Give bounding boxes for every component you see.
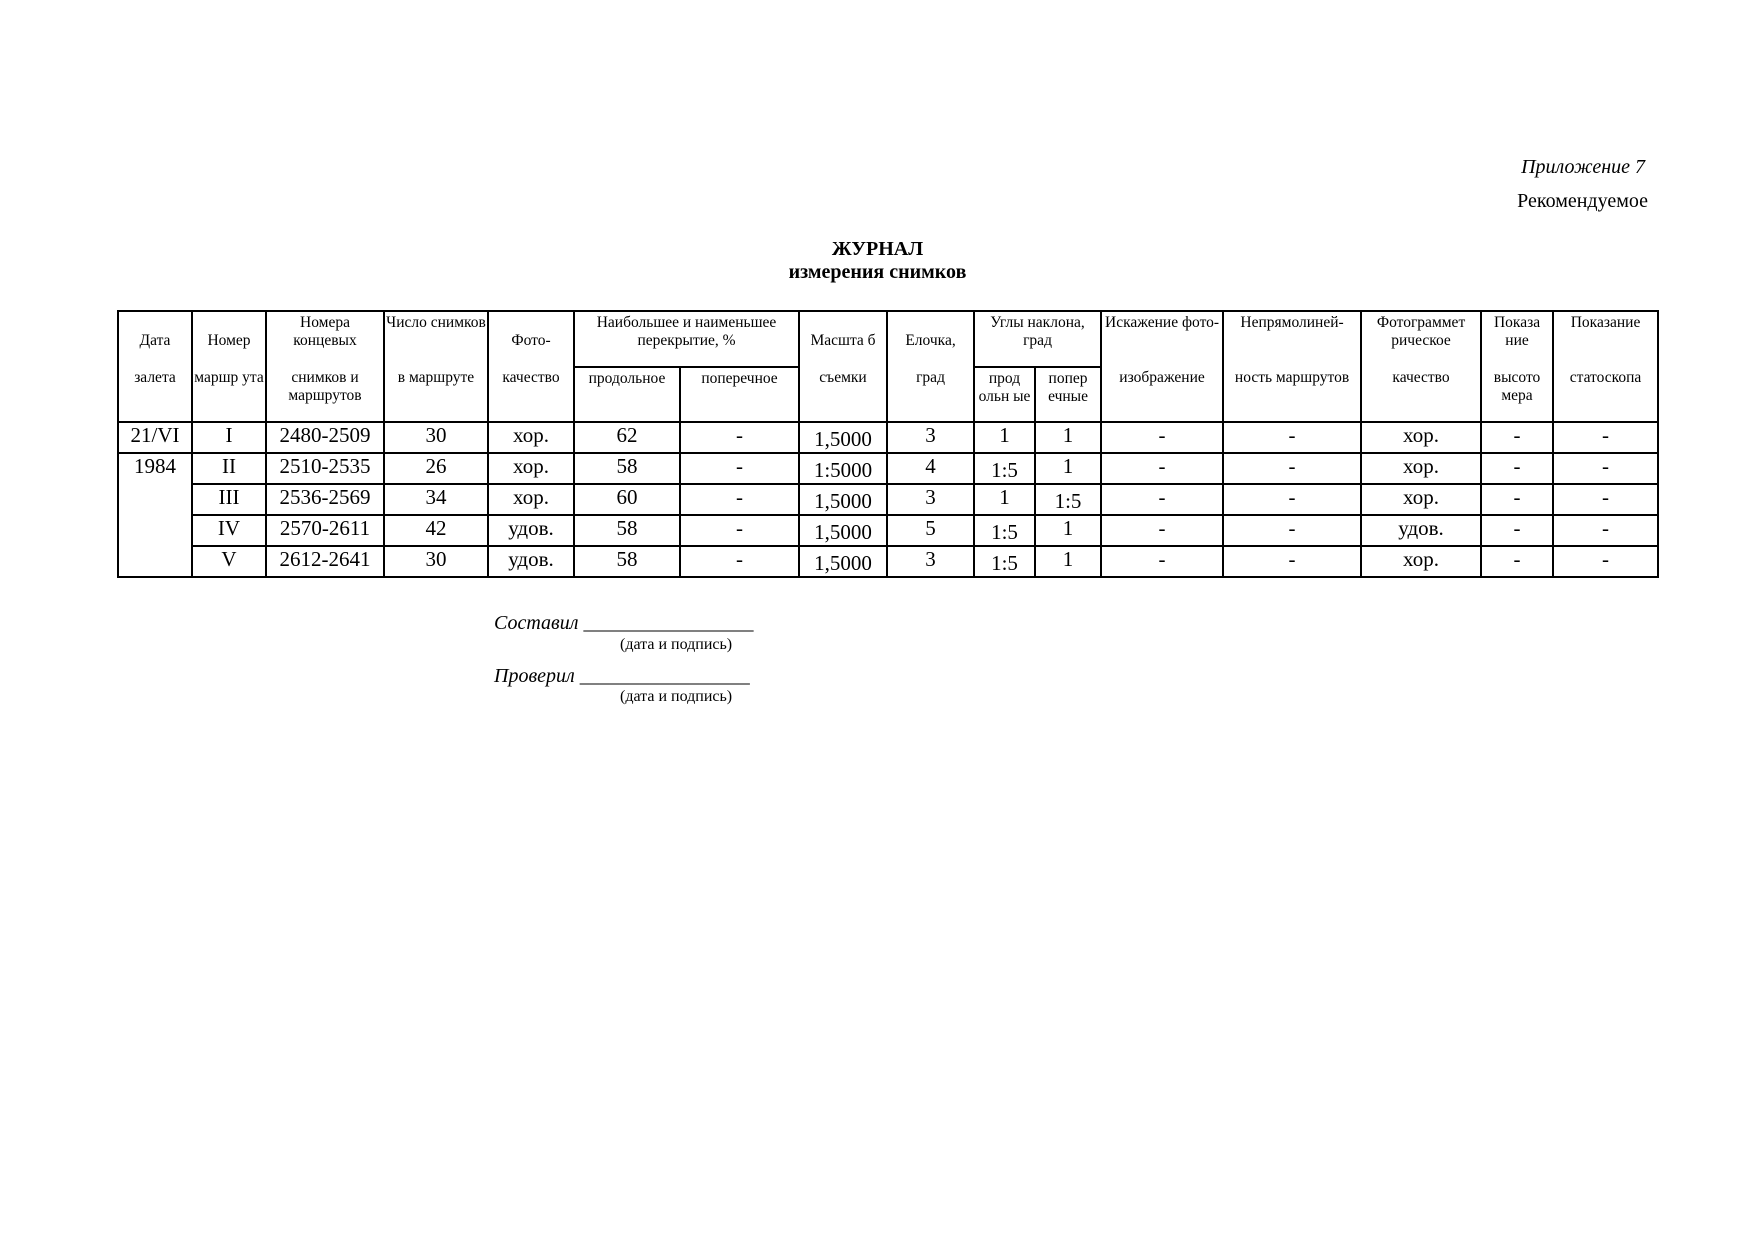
herring-cell: 3	[887, 546, 974, 577]
header-date: Дата	[118, 311, 192, 367]
header-route: Номер	[192, 311, 266, 367]
count-cell: 42	[384, 515, 488, 546]
overlap-cross-cell: -	[680, 422, 799, 453]
count-cell: 30	[384, 422, 488, 453]
photo-cell: хор.	[488, 484, 574, 515]
checked-label: Проверил	[494, 665, 575, 687]
header-herring: Елочка,	[887, 311, 974, 367]
photogram-cell: хор.	[1361, 422, 1481, 453]
header-scale-2: съемки	[799, 367, 887, 422]
scale-cell: 1,5000	[799, 515, 887, 546]
tilt-cross-cell: 1	[1035, 422, 1101, 453]
checked-line: _________________	[579, 665, 750, 687]
statoscope-cell: -	[1553, 422, 1658, 453]
header-photo: Фото-	[488, 311, 574, 367]
tilt-long-cell: 1:5	[974, 546, 1035, 577]
compiled-note: (дата и подпись)	[620, 636, 733, 653]
photo-cell: удов.	[488, 515, 574, 546]
overlap-cross-cell: -	[680, 515, 799, 546]
overlap-long-cell: 58	[574, 546, 680, 577]
table-row	[118, 453, 1658, 484]
herring-cell: 3	[887, 484, 974, 515]
scale-cell: 1,5000	[799, 546, 887, 577]
frames-cell: 2510-2535	[266, 453, 384, 484]
nonstraight-cell: -	[1223, 422, 1361, 453]
overlap-long-cell: 62	[574, 422, 680, 453]
header-scale: Масшта б	[799, 311, 887, 367]
statoscope-cell: -	[1553, 515, 1658, 546]
tilt-long-cell: 1:5	[974, 453, 1035, 484]
overlap-long-cell: 58	[574, 453, 680, 484]
frames-cell: 2570-2611	[266, 515, 384, 546]
count-cell: 30	[384, 546, 488, 577]
tilt-long-cell: 1	[974, 422, 1035, 453]
compiled-line: _________________	[583, 612, 754, 634]
altimeter-cell: -	[1481, 515, 1553, 546]
header-photogram-2: качество	[1361, 367, 1481, 422]
tilt-long-cell: 1	[974, 484, 1035, 515]
overlap-cross-cell: -	[680, 484, 799, 515]
count-cell: 26	[384, 453, 488, 484]
header-row-1	[118, 311, 1658, 367]
photogram-cell: хор.	[1361, 484, 1481, 515]
header-distortion: Искажение фото-	[1101, 311, 1223, 367]
appendix-label: Приложение 7	[1521, 156, 1645, 178]
header-overlap-long: продольное	[574, 367, 680, 422]
distortion-cell: -	[1101, 453, 1223, 484]
photogram-cell: хор.	[1361, 453, 1481, 484]
compiled-signature	[494, 612, 753, 635]
header-overlap: Наибольшее и наименьшее перекрытие, %	[574, 311, 799, 367]
header-distortion-2: изображение	[1101, 367, 1223, 422]
frames-cell: 2536-2569	[266, 484, 384, 515]
header-count: Число снимков	[384, 311, 488, 367]
scale-cell: 1:5000	[799, 453, 887, 484]
overlap-long-cell: 58	[574, 515, 680, 546]
tilt-cross-cell: 1	[1035, 546, 1101, 577]
photogram-cell: удов.	[1361, 515, 1481, 546]
table-row	[118, 515, 1658, 546]
header-nonstraight: Непрямолиней-	[1223, 311, 1361, 367]
tilt-cross-cell: 1:5	[1035, 484, 1101, 515]
document-title	[0, 238, 1755, 284]
photo-cell: хор.	[488, 453, 574, 484]
header-route-2: маршр ута	[192, 367, 266, 422]
nonstraight-cell: -	[1223, 453, 1361, 484]
altimeter-cell: -	[1481, 484, 1553, 515]
tilt-long-cell: 1:5	[974, 515, 1035, 546]
overlap-cross-cell: -	[680, 453, 799, 484]
header-photo-2: качество	[488, 367, 574, 422]
header-overlap-cross: поперечное	[680, 367, 799, 422]
header-tilt-long: прод ольн ые	[974, 367, 1035, 422]
header-altimeter: Показа ние	[1481, 311, 1553, 367]
header-statoscope: Показание	[1553, 311, 1658, 367]
header-frames: Номера концевых	[266, 311, 384, 367]
statoscope-cell: -	[1553, 484, 1658, 515]
frames-cell: 2480-2509	[266, 422, 384, 453]
recommended-label: Рекомендуемое	[1517, 190, 1648, 212]
frames-cell: 2612-2641	[266, 546, 384, 577]
nonstraight-cell: -	[1223, 546, 1361, 577]
distortion-cell: -	[1101, 546, 1223, 577]
tilt-cross-cell: 1	[1035, 453, 1101, 484]
statoscope-cell: -	[1553, 546, 1658, 577]
distortion-cell: -	[1101, 422, 1223, 453]
distortion-cell: -	[1101, 484, 1223, 515]
herring-cell: 4	[887, 453, 974, 484]
measurement-journal-table	[117, 310, 1659, 578]
header-row-2	[118, 367, 1658, 422]
table-row	[118, 546, 1658, 577]
header-count-2: в маршруте	[384, 367, 488, 422]
header-tilt: Углы наклона, град	[974, 311, 1101, 367]
count-cell: 34	[384, 484, 488, 515]
overlap-long-cell: 60	[574, 484, 680, 515]
photo-cell: хор.	[488, 422, 574, 453]
compiled-label: Составил	[494, 612, 579, 634]
statoscope-cell: -	[1553, 453, 1658, 484]
altimeter-cell: -	[1481, 453, 1553, 484]
distortion-cell: -	[1101, 515, 1223, 546]
checked-signature	[494, 665, 750, 688]
header-date-2: залета	[118, 367, 192, 422]
route-cell: IV	[192, 515, 266, 546]
checked-note: (дата и подпись)	[620, 688, 733, 705]
scale-cell: 1,5000	[799, 422, 887, 453]
header-tilt-cross: попер ечные	[1035, 367, 1101, 422]
header-photogram: Фотограммет рическое	[1361, 311, 1481, 367]
nonstraight-cell: -	[1223, 515, 1361, 546]
title-main: ЖУРНАЛ	[831, 238, 924, 260]
overlap-cross-cell: -	[680, 546, 799, 577]
header-nonstraight-2: ность маршрутов	[1223, 367, 1361, 422]
title-sub: измерения снимков	[788, 261, 967, 283]
header-statoscope-2: статоскопа	[1553, 367, 1658, 422]
date-cell: 21/VI	[118, 422, 192, 453]
nonstraight-cell: -	[1223, 484, 1361, 515]
tilt-cross-cell: 1	[1035, 515, 1101, 546]
header-frames-2: снимков и маршрутов	[266, 367, 384, 422]
altimeter-cell: -	[1481, 546, 1553, 577]
route-cell: I	[192, 422, 266, 453]
year-cell: 1984	[118, 453, 192, 577]
photogram-cell: хор.	[1361, 546, 1481, 577]
table-row	[118, 484, 1658, 515]
route-cell: III	[192, 484, 266, 515]
table-row	[118, 422, 1658, 453]
route-cell: V	[192, 546, 266, 577]
scale-cell: 1,5000	[799, 484, 887, 515]
altimeter-cell: -	[1481, 422, 1553, 453]
herring-cell: 3	[887, 422, 974, 453]
photo-cell: удов.	[488, 546, 574, 577]
herring-cell: 5	[887, 515, 974, 546]
header-herring-2: град	[887, 367, 974, 422]
route-cell: II	[192, 453, 266, 484]
header-altimeter-2: высото мера	[1481, 367, 1553, 422]
